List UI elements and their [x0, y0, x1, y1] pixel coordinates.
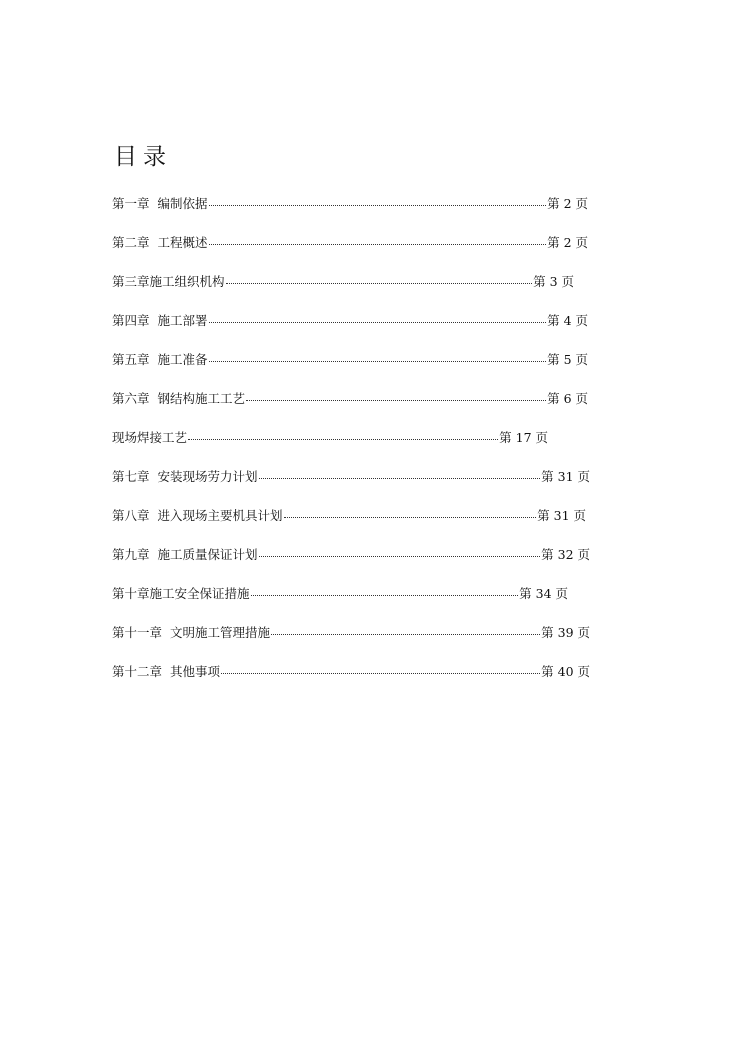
toc-page-number: 第 31 页 [541, 469, 590, 484]
toc-chapter-title: 施工组织机构 [149, 274, 225, 289]
dot-leader [209, 311, 547, 331]
toc-chapter-number: 第四章 [112, 313, 150, 328]
toc-entry[interactable] [112, 545, 590, 584]
toc-list [112, 194, 590, 701]
toc-chapter-title: 安装现场劳力计划 [157, 469, 258, 484]
toc-entry[interactable] [112, 311, 588, 350]
toc-chapter-number: 第八章 [112, 508, 150, 523]
dot-leader [209, 233, 547, 253]
toc-page-number: 第 32 页 [541, 547, 590, 562]
toc-entry[interactable] [112, 506, 586, 545]
toc-chapter-title: 施工质量保证计划 [157, 547, 258, 562]
toc-chapter-number: 第六章 [112, 391, 150, 406]
dot-leader [271, 623, 540, 643]
toc-page-number: 第 4 页 [547, 313, 588, 328]
toc-chapter-number: 第十一章 [112, 625, 163, 640]
dot-leader [246, 389, 546, 409]
dot-leader [221, 662, 540, 682]
toc-chapter-title: 钢结构施工工艺 [157, 391, 246, 406]
toc-page-number: 第 31 页 [537, 508, 586, 523]
toc-entry[interactable] [112, 584, 568, 623]
dot-leader [251, 584, 519, 604]
toc-entry[interactable] [112, 623, 590, 662]
toc-entry[interactable] [112, 467, 590, 506]
toc-page-number: 第 6 页 [547, 391, 588, 406]
toc-chapter-title: 其他事项 [170, 664, 221, 679]
toc-section-title: 现场焊接工艺 [112, 430, 188, 445]
dot-leader [259, 545, 541, 565]
toc-entry[interactable] [112, 662, 590, 701]
toc-chapter-title: 编制依据 [157, 196, 208, 211]
toc-chapter-number: 第三章 [112, 274, 150, 289]
toc-chapter-number: 第十章 [112, 586, 150, 601]
toc-entry[interactable] [112, 233, 588, 272]
toc-chapter-title: 工程概述 [157, 235, 208, 250]
toc-page-number: 第 3 页 [533, 274, 574, 289]
dot-leader [209, 194, 547, 214]
toc-chapter-title: 施工安全保证措施 [149, 586, 250, 601]
toc-chapter-number: 第七章 [112, 469, 150, 484]
toc-page-number: 第 2 页 [547, 196, 588, 211]
toc-chapter-title: 施工准备 [157, 352, 208, 367]
toc-chapter-number: 第九章 [112, 547, 150, 562]
toc-page-number: 第 5 页 [547, 352, 588, 367]
toc-chapter-number: 第二章 [112, 235, 150, 250]
dot-leader [188, 428, 498, 448]
toc-page-number: 第 40 页 [541, 664, 590, 679]
dot-leader [284, 506, 537, 526]
toc-page-number: 第 2 页 [547, 235, 588, 250]
toc-entry[interactable] [112, 350, 588, 389]
toc-chapter-number: 第十二章 [112, 664, 163, 679]
toc-page-number: 第 34 页 [519, 586, 568, 601]
toc-chapter-title: 施工部署 [157, 313, 208, 328]
toc-entry[interactable] [112, 194, 588, 233]
toc-page-number: 第 39 页 [541, 625, 590, 640]
toc-entry[interactable] [112, 428, 548, 467]
toc-chapter-title: 文明施工管理措施 [170, 625, 271, 640]
toc-chapter-number: 第一章 [112, 196, 150, 211]
toc-page-number: 第 17 页 [499, 430, 548, 445]
toc-chapter-number: 第五章 [112, 352, 150, 367]
toc-entry[interactable] [112, 389, 588, 428]
toc-chapter-title: 进入现场主要机具计划 [157, 508, 283, 523]
toc-title: 目录 [114, 144, 172, 170]
dot-leader [259, 467, 541, 487]
toc-entry[interactable] [112, 272, 574, 311]
dot-leader [226, 272, 533, 292]
dot-leader [209, 350, 547, 370]
